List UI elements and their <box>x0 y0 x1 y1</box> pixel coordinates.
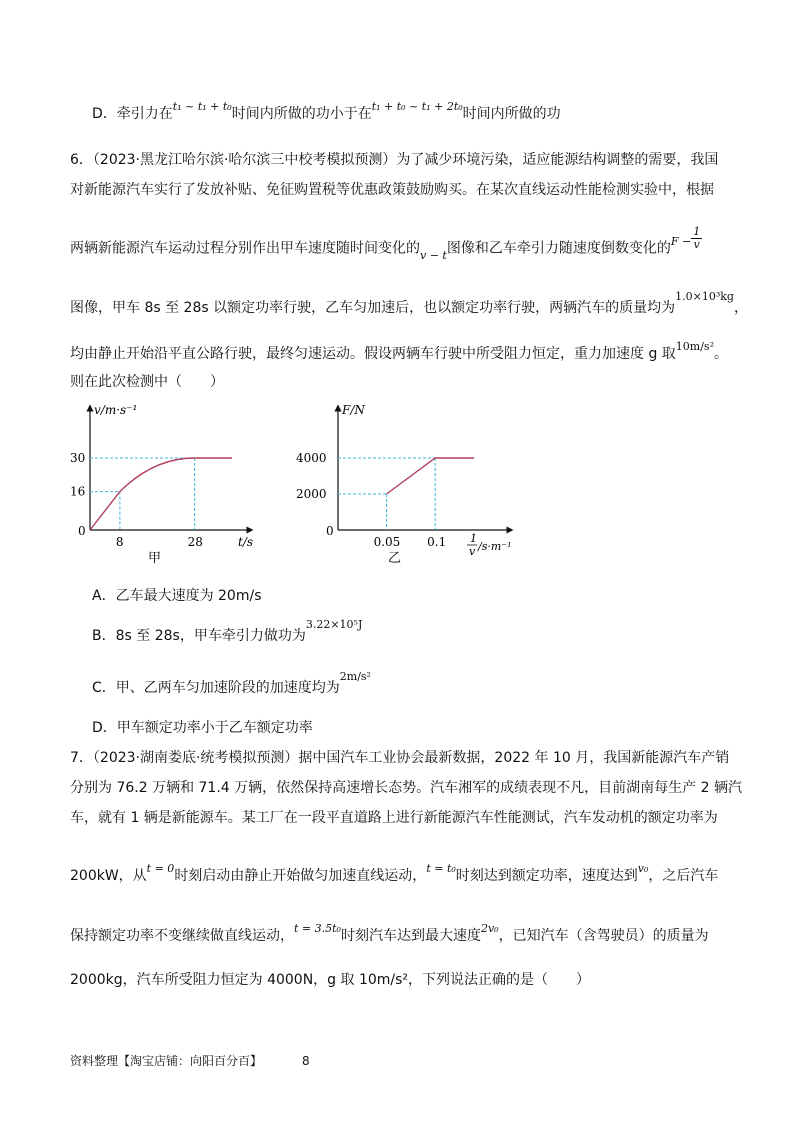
text: ， <box>733 300 748 316</box>
q6-option-a: A．乙车最大速度为 20m/s <box>92 588 262 604</box>
math-interval-1: t₁ ~ t₁ + t₀ <box>172 100 232 113</box>
page-number: 8 <box>302 1054 310 1068</box>
math-work: 3.22×10⁵J <box>305 618 363 631</box>
math-g: 10m/s² <box>675 340 714 353</box>
page-footer <box>70 1052 310 1069</box>
xtick-01: 0.1 <box>427 535 447 549</box>
xtick-8: 8 <box>115 535 124 549</box>
math-accel: 2m/s² <box>339 670 371 683</box>
q7-stem-line4 <box>70 862 719 887</box>
x-axis-label: t/s <box>238 535 254 549</box>
q6-stem-line2: 对新能源汽车实行了发放补贴、免征购置税等优惠政策鼓励购买。在某次直线运动性能检测实验中，根据 <box>70 182 714 198</box>
math-2v0: 2v₀ <box>480 922 499 935</box>
xtick-28: 28 <box>187 535 203 549</box>
math-t0: t = 0 <box>146 862 175 875</box>
q6-stem-line5 <box>70 340 728 365</box>
q7-stem-line3: 车，就有 1 辆是新能源车。某工厂在一段平直道路上进行新能源汽车性能测试，汽车发动机的额定功率为 <box>70 810 718 826</box>
option-text: 时间内所做的功 <box>462 106 561 122</box>
q6-stem-line3 <box>70 225 702 262</box>
math-vt: v − t <box>420 248 447 262</box>
q7-stem-line1: 7．（2023·湖南娄底·统考模拟预测）据中国汽车工业协会最新数据，2022 年 10 月，我国新能源汽车产销 <box>70 750 730 766</box>
graph-caption: 乙 <box>388 551 402 566</box>
q7-stem-line6: 2000kg，汽车所受阻力恒定为 4000N，g 取 10m/s²，下列说法正确的是（ ） <box>70 972 591 988</box>
F-curve <box>387 458 474 494</box>
y-axis-label: F/N <box>342 403 365 417</box>
x-axis-label-unit: /s·m⁻¹ <box>478 540 512 553</box>
text: 。 <box>714 346 728 362</box>
xtick-005: 0.05 <box>373 535 401 549</box>
math-frac-1-over-v <box>691 226 702 251</box>
option-text: B．8s 至 28s，甲车牵引力做功为 <box>92 628 306 644</box>
x-axis-label-den: v <box>469 545 476 558</box>
math-t35: t = 3.5t₀ <box>294 922 341 935</box>
q6-option-d: D．甲车额定功率小于乙车额定功率 <box>92 720 313 736</box>
q5-option-d <box>92 100 561 125</box>
text: 时刻启动由静止开始做匀加速直线运动， <box>174 868 427 884</box>
option-text: 时间内所做的功小于在 <box>231 106 372 122</box>
q6-option-c <box>92 670 371 699</box>
frac-den: v <box>693 238 700 251</box>
graph-caption: 甲 <box>148 551 162 566</box>
y-axis-label: v/m·s⁻¹ <box>94 403 138 417</box>
graph-yi <box>292 400 532 570</box>
text: 均由静止开始沿平直公路行驶，最终匀速运动。假设两辆车行驶中所受阻力恒定，重力加速度 g 取 <box>70 346 676 362</box>
text: ，已知汽车（含驾驶员）的质量为 <box>498 928 709 944</box>
origin-label: 0 <box>326 524 334 538</box>
origin-label: 0 <box>78 524 86 538</box>
math-mass: 1.0×10³kg <box>675 290 734 303</box>
math-t-t0: t = t₀ <box>426 862 456 875</box>
text: ，之后汽车 <box>648 868 719 884</box>
q7-stem-line5 <box>70 922 709 947</box>
math-interval-2: t₁ + t₀ ~ t₁ + 2t₀ <box>371 100 463 113</box>
option-text: 牵引力在 <box>116 106 173 122</box>
math-v0: v₀ <box>637 862 649 875</box>
x-axis-label-num: 1 <box>470 532 477 545</box>
text: 图像，甲车 8s 至 28s 以额定功率行驶，乙车匀加速后，也以额定功率行驶，两辆汽车的质量均为 <box>70 300 676 316</box>
q7-stem-line2: 分别为 76.2 万辆和 71.4 万辆，依然保持高速增长态势。汽车湘军的成绩表现不凡，目前湖南每生产 2 辆汽 <box>70 780 742 796</box>
ytick-16: 16 <box>70 484 86 499</box>
text: 200kW，从 <box>70 868 147 884</box>
ytick-4000: 4000 <box>296 451 327 465</box>
q6-stem-line1: 6．（2023·黑龙江哈尔滨·哈尔滨三中校考模拟预测）为了减少环境污染，适应能源结构调整的需要，我国 <box>70 152 719 168</box>
text: 时刻达到额定功率，速度达到 <box>455 868 638 884</box>
text: 图像和乙车牵引力随速度倒数变化的 <box>446 240 671 257</box>
option-label: D． <box>92 106 117 122</box>
frac-num: 1 <box>693 225 701 238</box>
text: 两辆新能源汽车运动过程分别作出甲车速度随时间变化的 <box>70 240 420 257</box>
option-text: C．甲、乙两车匀加速阶段的加速度均为 <box>92 680 340 696</box>
ytick-30: 30 <box>70 451 86 465</box>
ytick-2000: 2000 <box>296 487 327 501</box>
math-F: F − <box>670 234 692 248</box>
q6-stem-line6: 则在此次检测中（ ） <box>70 374 224 390</box>
text: 时刻汽车达到最大速度 <box>340 928 481 944</box>
text: 保持额定功率不变继续做直线运动， <box>70 928 294 944</box>
footer-source: 资料整理【淘宝店铺：向阳百分百】 <box>70 1054 263 1068</box>
graph-jia <box>70 400 270 570</box>
vt-curve <box>90 458 232 530</box>
